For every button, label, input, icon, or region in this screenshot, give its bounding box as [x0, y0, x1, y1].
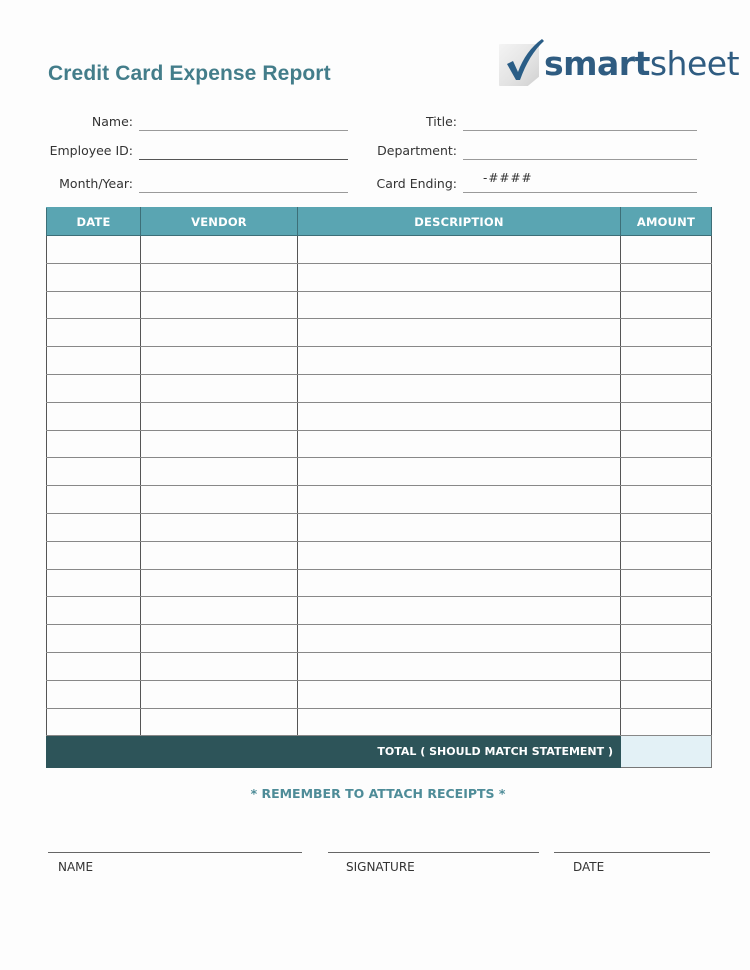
title-underline	[463, 130, 697, 131]
column-header-date: DATE	[47, 208, 141, 236]
vendor-cell[interactable]	[141, 569, 298, 597]
table-row	[47, 347, 712, 375]
amount-cell[interactable]	[621, 319, 712, 347]
signature-date-line	[554, 852, 710, 853]
table-row	[47, 402, 712, 430]
date-cell[interactable]	[47, 486, 141, 514]
signature-name-label: NAME	[58, 860, 94, 874]
vendor-cell[interactable]	[141, 680, 298, 708]
signature-name-block[interactable]	[48, 852, 302, 874]
month-year-underline	[139, 192, 348, 193]
vendor-cell[interactable]	[141, 319, 298, 347]
employee-id-underline	[139, 159, 348, 160]
total-row	[47, 736, 712, 768]
amount-cell[interactable]	[621, 708, 712, 736]
amount-cell[interactable]	[621, 513, 712, 541]
month-year-field[interactable]	[59, 173, 348, 193]
date-cell[interactable]	[47, 708, 141, 736]
amount-cell[interactable]	[621, 263, 712, 291]
description-cell[interactable]	[298, 402, 621, 430]
date-cell[interactable]	[47, 652, 141, 680]
description-cell[interactable]	[298, 708, 621, 736]
signature-signature-line	[328, 852, 539, 853]
table-row	[47, 569, 712, 597]
department-field[interactable]	[377, 140, 697, 160]
table-row	[47, 597, 712, 625]
date-cell[interactable]	[47, 458, 141, 486]
table-body	[47, 236, 712, 736]
description-cell[interactable]	[298, 319, 621, 347]
description-cell[interactable]	[298, 569, 621, 597]
vendor-cell[interactable]	[141, 291, 298, 319]
title-label: Title:	[426, 114, 457, 129]
date-cell[interactable]	[47, 597, 141, 625]
amount-cell[interactable]	[621, 347, 712, 375]
vendor-cell[interactable]	[141, 541, 298, 569]
vendor-cell[interactable]	[141, 597, 298, 625]
vendor-cell[interactable]	[141, 347, 298, 375]
description-cell[interactable]	[298, 597, 621, 625]
amount-cell[interactable]	[621, 541, 712, 569]
vendor-cell[interactable]	[141, 458, 298, 486]
date-cell[interactable]	[47, 541, 141, 569]
date-cell[interactable]	[47, 263, 141, 291]
expense-table	[46, 207, 712, 768]
vendor-cell[interactable]	[141, 625, 298, 653]
employee-id-field[interactable]	[49, 140, 348, 160]
name-label: Name:	[91, 114, 133, 129]
department-label: Department:	[377, 143, 457, 158]
vendor-cell[interactable]	[141, 486, 298, 514]
vendor-cell[interactable]	[141, 236, 298, 264]
logo-wordmark: smartsheet	[544, 44, 740, 83]
signature-name-line	[48, 852, 302, 853]
table-row	[47, 458, 712, 486]
amount-cell[interactable]	[621, 652, 712, 680]
signature-signature-block[interactable]	[328, 852, 539, 874]
amount-cell[interactable]	[621, 569, 712, 597]
amount-cell[interactable]	[621, 458, 712, 486]
vendor-cell[interactable]	[141, 402, 298, 430]
page-title: Credit Card Expense Report	[48, 62, 331, 85]
department-underline	[463, 159, 697, 160]
column-header-vendor: VENDOR	[141, 208, 298, 236]
column-header-description: DESCRIPTION	[298, 208, 621, 236]
amount-cell[interactable]	[621, 680, 712, 708]
table-row	[47, 625, 712, 653]
date-cell[interactable]	[47, 291, 141, 319]
description-cell[interactable]	[298, 347, 621, 375]
date-cell[interactable]	[47, 625, 141, 653]
table-row	[47, 708, 712, 736]
card-ending-field[interactable]	[376, 171, 697, 193]
table-row	[47, 236, 712, 264]
table-row	[47, 513, 712, 541]
signature-signature-label: SIGNATURE	[346, 860, 415, 874]
card-ending-value: -####	[483, 171, 533, 185]
description-cell[interactable]	[298, 513, 621, 541]
description-cell[interactable]	[298, 486, 621, 514]
date-cell[interactable]	[47, 319, 141, 347]
amount-cell[interactable]	[621, 486, 712, 514]
month-year-label: Month/Year:	[59, 176, 133, 191]
description-cell[interactable]	[298, 652, 621, 680]
table-row	[47, 291, 712, 319]
amount-cell[interactable]	[621, 236, 712, 264]
vendor-cell[interactable]	[141, 652, 298, 680]
amount-cell[interactable]	[621, 374, 712, 402]
employee-id-label: Employee ID:	[49, 143, 133, 158]
table-row	[47, 680, 712, 708]
vendor-cell[interactable]	[141, 263, 298, 291]
vendor-cell[interactable]	[141, 708, 298, 736]
table-row	[47, 263, 712, 291]
table-header-row	[47, 208, 712, 236]
description-cell[interactable]	[298, 263, 621, 291]
column-header-amount: AMOUNT	[621, 208, 712, 236]
description-cell[interactable]	[298, 291, 621, 319]
date-cell[interactable]	[47, 236, 141, 264]
total-amount-cell[interactable]	[621, 736, 712, 768]
card-ending-label: Card Ending:	[376, 176, 457, 191]
smartsheet-logo	[497, 38, 740, 90]
table-row	[47, 319, 712, 347]
date-cell[interactable]	[47, 374, 141, 402]
description-cell[interactable]	[298, 680, 621, 708]
description-cell[interactable]	[298, 625, 621, 653]
title-field[interactable]	[426, 111, 697, 131]
name-field[interactable]	[91, 111, 348, 131]
vendor-cell[interactable]	[141, 430, 298, 458]
table-row	[47, 486, 712, 514]
date-cell[interactable]	[47, 513, 141, 541]
vendor-cell[interactable]	[141, 513, 298, 541]
date-cell[interactable]	[47, 402, 141, 430]
date-cell[interactable]	[47, 680, 141, 708]
description-cell[interactable]	[298, 458, 621, 486]
checkmark-icon	[501, 38, 545, 84]
signature-date-block[interactable]	[554, 852, 710, 874]
table-row	[47, 652, 712, 680]
description-cell[interactable]	[298, 541, 621, 569]
total-label: TOTAL ( SHOULD MATCH STATEMENT )	[47, 736, 621, 768]
amount-cell[interactable]	[621, 597, 712, 625]
name-underline	[139, 130, 348, 131]
amount-cell[interactable]	[621, 625, 712, 653]
date-cell[interactable]	[47, 430, 141, 458]
description-cell[interactable]	[298, 430, 621, 458]
card-ending-underline	[463, 192, 697, 193]
amount-cell[interactable]	[621, 430, 712, 458]
table-row	[47, 541, 712, 569]
amount-cell[interactable]	[621, 291, 712, 319]
table-row	[47, 374, 712, 402]
amount-cell[interactable]	[621, 402, 712, 430]
date-cell[interactable]	[47, 347, 141, 375]
description-cell[interactable]	[298, 236, 621, 264]
attach-receipts-reminder: * REMEMBER TO ATTACH RECEIPTS *	[250, 786, 506, 801]
date-cell[interactable]	[47, 569, 141, 597]
table-row	[47, 430, 712, 458]
description-cell[interactable]	[298, 374, 621, 402]
vendor-cell[interactable]	[141, 374, 298, 402]
signature-date-label: DATE	[573, 860, 605, 874]
